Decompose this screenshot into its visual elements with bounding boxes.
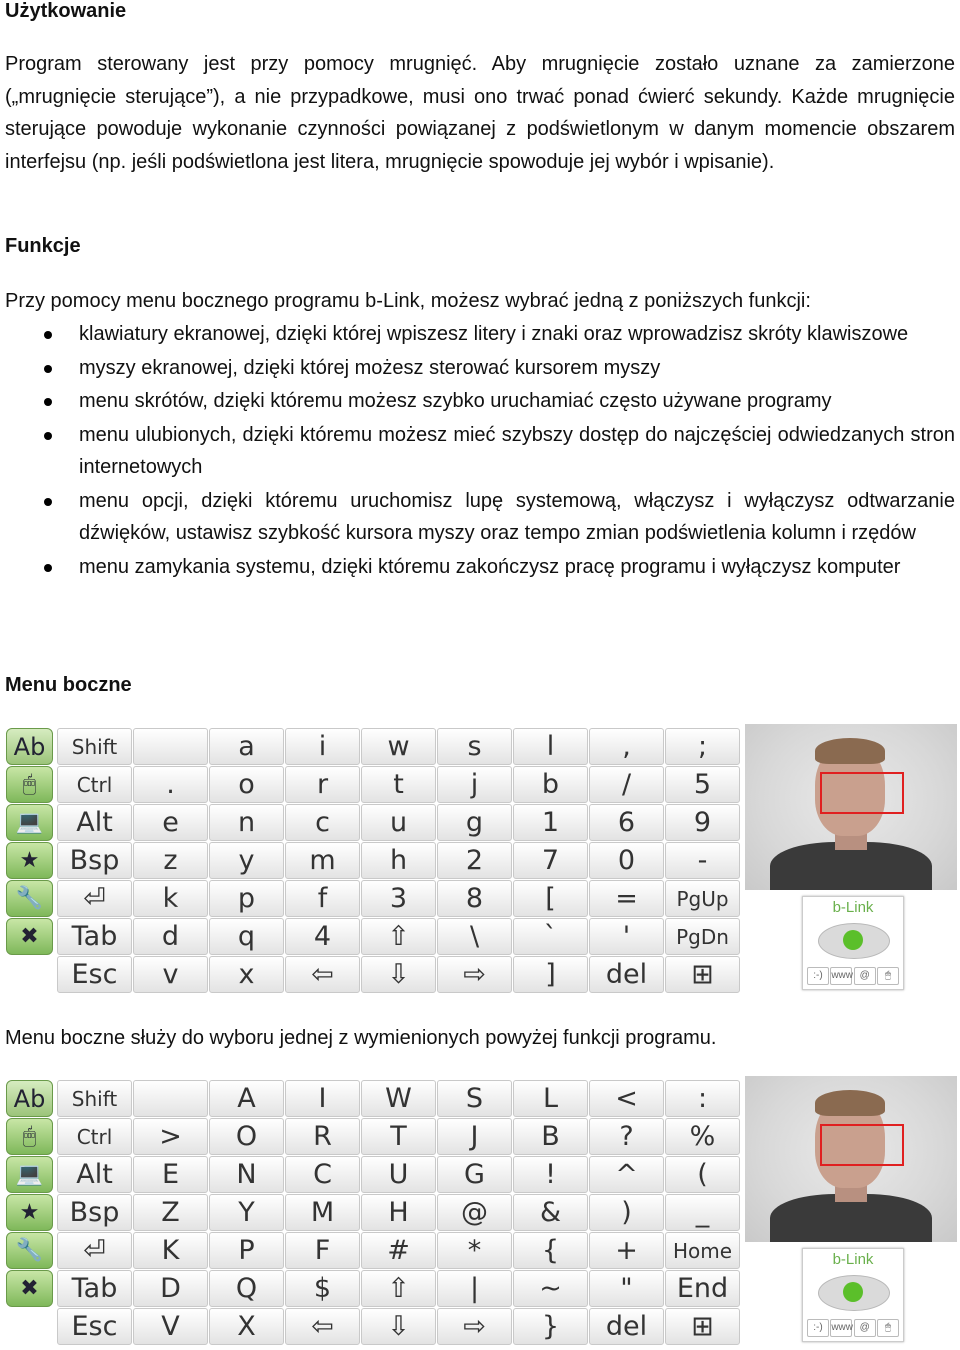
- key-5-4[interactable]: ⇧: [361, 918, 436, 955]
- key-3-2[interactable]: y: [209, 842, 284, 879]
- key-2-7[interactable]: 6: [589, 804, 664, 841]
- key-4-1[interactable]: K: [133, 1232, 208, 1269]
- key-6-1[interactable]: v: [133, 956, 208, 993]
- key-4-7[interactable]: +: [589, 1232, 664, 1269]
- key-0-4[interactable]: W: [361, 1080, 436, 1117]
- key-3-8[interactable]: _: [665, 1194, 740, 1231]
- key-0-3[interactable]: i: [285, 728, 360, 765]
- key-3-4[interactable]: h: [361, 842, 436, 879]
- close-icon[interactable]: ✖: [6, 1270, 53, 1307]
- key-6-2[interactable]: X: [209, 1308, 284, 1345]
- list-item-text: menu opcji, dzięki któremu uruchomisz lupę systemową, włączysz i wyłączysz odtwarzanie dźwięków, ustawisz szybkość kursora myszy oraz tempo zmian podświetlenia kolumn i rzędów: [79, 489, 955, 544]
- key-5-8[interactable]: End: [665, 1270, 740, 1307]
- key-1-1[interactable]: .: [133, 766, 208, 803]
- list-item: [0, 419, 955, 484]
- camera-preview: [745, 724, 957, 890]
- key-0-5[interactable]: s: [437, 728, 512, 765]
- key-3-6[interactable]: &: [513, 1194, 588, 1231]
- mouse-icon: 🖱: [877, 967, 899, 985]
- heading-functions: Funkcje: [5, 235, 81, 257]
- key-5-3[interactable]: 4: [285, 918, 360, 955]
- key-0-5[interactable]: S: [437, 1080, 512, 1117]
- computer-icon[interactable]: 💻: [6, 1156, 53, 1193]
- side-menu-keyboard-label: Ab: [13, 732, 46, 761]
- key-4-6[interactable]: [: [513, 880, 588, 917]
- side-menu-keyboard-label: Ab: [13, 1084, 46, 1113]
- key-4-2[interactable]: p: [209, 880, 284, 917]
- key-1-2[interactable]: O: [209, 1118, 284, 1155]
- key-2-4[interactable]: U: [361, 1156, 436, 1193]
- key-4-8[interactable]: Home: [665, 1232, 740, 1269]
- list-item: [0, 551, 955, 584]
- key-0-1[interactable]: [133, 1080, 208, 1117]
- key-0-2[interactable]: A: [209, 1080, 284, 1117]
- key-0-8[interactable]: :: [665, 1080, 740, 1117]
- key-4-4[interactable]: 3: [361, 880, 436, 917]
- key-6-3[interactable]: ⇦: [285, 1308, 360, 1345]
- key-1-0[interactable]: Ctrl: [57, 1118, 132, 1155]
- list-item: [0, 385, 955, 418]
- side-menu-keyboard-button[interactable]: [6, 1080, 53, 1117]
- key-3-6[interactable]: 7: [513, 842, 588, 879]
- key-6-3[interactable]: ⇦: [285, 956, 360, 993]
- star-icon[interactable]: ★: [6, 1194, 53, 1231]
- key-4-3[interactable]: F: [285, 1232, 360, 1269]
- key-1-5[interactable]: J: [437, 1118, 512, 1155]
- computer-icon[interactable]: 💻: [6, 804, 53, 841]
- functions-list: [0, 318, 955, 584]
- key-6-8[interactable]: ⊞: [665, 1308, 740, 1345]
- star-icon[interactable]: ★: [6, 842, 53, 879]
- mouse-icon[interactable]: 🖱: [6, 766, 53, 803]
- key-0-7[interactable]: <: [589, 1080, 664, 1117]
- key-2-7[interactable]: ^: [589, 1156, 664, 1193]
- key-0-1[interactable]: [133, 728, 208, 765]
- key-3-1[interactable]: Z: [133, 1194, 208, 1231]
- key-5-6[interactable]: `: [513, 918, 588, 955]
- key-5-8[interactable]: PgDn: [665, 918, 740, 955]
- person-hair: [815, 1090, 885, 1116]
- key-1-3[interactable]: R: [285, 1118, 360, 1155]
- key-5-3[interactable]: $: [285, 1270, 360, 1307]
- key-2-1[interactable]: E: [133, 1156, 208, 1193]
- key-2-1[interactable]: e: [133, 804, 208, 841]
- key-6-0[interactable]: Esc: [57, 956, 132, 993]
- www-icon: www: [830, 967, 852, 985]
- blink-indicator: [802, 1248, 904, 1342]
- key-1-6[interactable]: b: [513, 766, 588, 803]
- key-5-6[interactable]: ~: [513, 1270, 588, 1307]
- side-menu-keyboard-button[interactable]: [6, 728, 53, 765]
- key-5-5[interactable]: |: [437, 1270, 512, 1307]
- key-3-1[interactable]: z: [133, 842, 208, 879]
- key-0-6[interactable]: L: [513, 1080, 588, 1117]
- key-5-7[interactable]: ": [589, 1270, 664, 1307]
- key-5-2[interactable]: q: [209, 918, 284, 955]
- key-1-4[interactable]: T: [361, 1118, 436, 1155]
- key-1-7[interactable]: /: [589, 766, 664, 803]
- list-item-text: menu ulubionych, dzięki któremu możesz mieć szybszy dostęp do najczęściej odwiedzanych stron internetowych: [79, 423, 955, 478]
- key-2-6[interactable]: 1: [513, 804, 588, 841]
- key-1-8[interactable]: 5: [665, 766, 740, 803]
- bullet-icon: [44, 432, 52, 440]
- key-6-8[interactable]: ⊞: [665, 956, 740, 993]
- key-0-7[interactable]: ,: [589, 728, 664, 765]
- blink-logo: b-Link: [832, 1251, 874, 1268]
- camera-preview: [745, 1076, 957, 1242]
- key-6-7[interactable]: del: [589, 1308, 664, 1345]
- eye-tracking-box: [820, 1124, 904, 1166]
- key-2-2[interactable]: N: [209, 1156, 284, 1193]
- key-2-0[interactable]: Alt: [57, 1156, 132, 1193]
- key-3-0[interactable]: Bsp: [57, 842, 132, 879]
- key-4-1[interactable]: k: [133, 880, 208, 917]
- key-2-3[interactable]: C: [285, 1156, 360, 1193]
- key-1-1[interactable]: >: [133, 1118, 208, 1155]
- key-2-2[interactable]: n: [209, 804, 284, 841]
- key-5-1[interactable]: d: [133, 918, 208, 955]
- blink-icons: [807, 967, 899, 985]
- key-5-0[interactable]: Tab: [57, 918, 132, 955]
- bullet-icon: [44, 564, 52, 572]
- usage-paragraph: Program sterowany jest przy pomocy mrugnięć. Aby mrugnięcie zostało uznane za zamierzone („mrugnięcie sterujące”), a nie przypadkowe, musi ono trwać ponad ćwierć sekundy. Każde mrugnięcie sterujące powoduje wykonanie czynności powiązanej z podświetlonym w danym momencie obszarem interfejsu (np. jeśli podświetlona jest litera, mrugnięcie spowoduje jej wybór i wpisanie).: [5, 53, 955, 173]
- key-3-8[interactable]: -: [665, 842, 740, 879]
- key-2-4[interactable]: u: [361, 804, 436, 841]
- key-4-8[interactable]: PgUp: [665, 880, 740, 917]
- key-0-8[interactable]: ;: [665, 728, 740, 765]
- key-2-5[interactable]: g: [437, 804, 512, 841]
- bullet-icon: [44, 498, 52, 506]
- key-1-6[interactable]: B: [513, 1118, 588, 1155]
- bullet-icon: [44, 365, 52, 373]
- key-4-0[interactable]: ⏎: [57, 1232, 132, 1269]
- key-5-2[interactable]: Q: [209, 1270, 284, 1307]
- key-4-3[interactable]: f: [285, 880, 360, 917]
- wrench-icon[interactable]: 🔧: [6, 880, 53, 917]
- key-0-3[interactable]: I: [285, 1080, 360, 1117]
- key-6-4[interactable]: ⇩: [361, 956, 436, 993]
- key-1-8[interactable]: %: [665, 1118, 740, 1155]
- key-3-7[interactable]: ): [589, 1194, 664, 1231]
- key-3-5[interactable]: 2: [437, 842, 512, 879]
- iris-icon: [843, 930, 863, 950]
- key-6-0[interactable]: Esc: [57, 1308, 132, 1345]
- side-menu-caption: Menu boczne służy do wyboru jednej z wymienionych powyżej funkcji programu.: [5, 1027, 717, 1049]
- key-4-2[interactable]: P: [209, 1232, 284, 1269]
- key-4-0[interactable]: ⏎: [57, 880, 132, 917]
- key-5-7[interactable]: ': [589, 918, 664, 955]
- iris-icon: [843, 1282, 863, 1302]
- keyboard-screenshot-uppercase: [5, 1076, 957, 1348]
- key-1-2[interactable]: o: [209, 766, 284, 803]
- key-6-2[interactable]: x: [209, 956, 284, 993]
- key-6-4[interactable]: ⇩: [361, 1308, 436, 1345]
- key-6-1[interactable]: V: [133, 1308, 208, 1345]
- list-item: [0, 318, 955, 351]
- mouse-icon[interactable]: 🖱: [6, 1118, 53, 1155]
- blink-logo: b-Link: [832, 899, 874, 916]
- key-4-6[interactable]: {: [513, 1232, 588, 1269]
- key-4-7[interactable]: =: [589, 880, 664, 917]
- key-1-5[interactable]: j: [437, 766, 512, 803]
- key-5-4[interactable]: ⇧: [361, 1270, 436, 1307]
- key-3-7[interactable]: 0: [589, 842, 664, 879]
- heading-side-menu: Menu boczne: [5, 674, 132, 696]
- key-1-3[interactable]: r: [285, 766, 360, 803]
- list-item-text: myszy ekranowej, dzięki której możesz sterować kursorem myszy: [79, 356, 661, 379]
- key-2-0[interactable]: Alt: [57, 804, 132, 841]
- blink-indicator: [802, 896, 904, 990]
- person-hair: [815, 738, 885, 764]
- key-2-8[interactable]: (: [665, 1156, 740, 1193]
- key-4-4[interactable]: #: [361, 1232, 436, 1269]
- key-1-0[interactable]: Ctrl: [57, 766, 132, 803]
- list-item-text: menu skrótów, dzięki któremu możesz szybko uruchamiać często używane programy: [79, 390, 832, 412]
- key-0-4[interactable]: w: [361, 728, 436, 765]
- at-icon: @: [854, 967, 876, 985]
- eye-tracking-box: [820, 772, 904, 814]
- key-5-5[interactable]: \: [437, 918, 512, 955]
- key-3-4[interactable]: H: [361, 1194, 436, 1231]
- key-1-4[interactable]: t: [361, 766, 436, 803]
- list-item: [0, 485, 955, 550]
- key-0-6[interactable]: l: [513, 728, 588, 765]
- key-0-0[interactable]: Shift: [57, 1080, 132, 1117]
- wrench-icon[interactable]: 🔧: [6, 1232, 53, 1269]
- at-icon: @: [854, 1319, 876, 1337]
- key-5-1[interactable]: D: [133, 1270, 208, 1307]
- smiley-icon: :-): [807, 1319, 829, 1337]
- key-2-8[interactable]: 9: [665, 804, 740, 841]
- blink-icons: [807, 1319, 899, 1337]
- list-item: [0, 352, 955, 385]
- mouse-icon: 🖱: [877, 1319, 899, 1337]
- key-6-7[interactable]: del: [589, 956, 664, 993]
- list-item-text: klawiatury ekranowej, dzięki której wpiszesz litery i znaki oraz wprowadzisz skróty klawiszowe: [79, 323, 909, 345]
- key-0-2[interactable]: a: [209, 728, 284, 765]
- list-item-text: menu zamykania systemu, dzięki któremu zakończysz pracę programu i wyłączysz komputer: [79, 555, 901, 578]
- key-3-3[interactable]: m: [285, 842, 360, 879]
- key-3-5[interactable]: @: [437, 1194, 512, 1231]
- key-6-5[interactable]: ⇨: [437, 1308, 512, 1345]
- key-3-0[interactable]: Bsp: [57, 1194, 132, 1231]
- key-4-5[interactable]: *: [437, 1232, 512, 1269]
- key-1-7[interactable]: ?: [589, 1118, 664, 1155]
- heading-usage: Użytkowanie: [5, 0, 127, 22]
- smiley-icon: :-): [807, 967, 829, 985]
- key-0-0[interactable]: Shift: [57, 728, 132, 765]
- keyboard-screenshot-lowercase: [5, 724, 957, 999]
- key-2-5[interactable]: G: [437, 1156, 512, 1193]
- bullet-icon: [44, 331, 52, 339]
- key-6-5[interactable]: ⇨: [437, 956, 512, 993]
- www-icon: www: [830, 1319, 852, 1337]
- bullet-icon: [44, 398, 52, 406]
- key-4-5[interactable]: 8: [437, 880, 512, 917]
- key-3-3[interactable]: M: [285, 1194, 360, 1231]
- key-6-6[interactable]: }: [513, 1308, 588, 1345]
- key-2-6[interactable]: !: [513, 1156, 588, 1193]
- key-6-6[interactable]: ]: [513, 956, 588, 993]
- key-3-2[interactable]: Y: [209, 1194, 284, 1231]
- key-5-0[interactable]: Tab: [57, 1270, 132, 1307]
- key-2-3[interactable]: c: [285, 804, 360, 841]
- functions-intro: Przy pomocy menu bocznego programu b-Link, możesz wybrać jedną z poniższych funkcji:: [5, 290, 811, 312]
- close-icon[interactable]: ✖: [6, 918, 53, 955]
